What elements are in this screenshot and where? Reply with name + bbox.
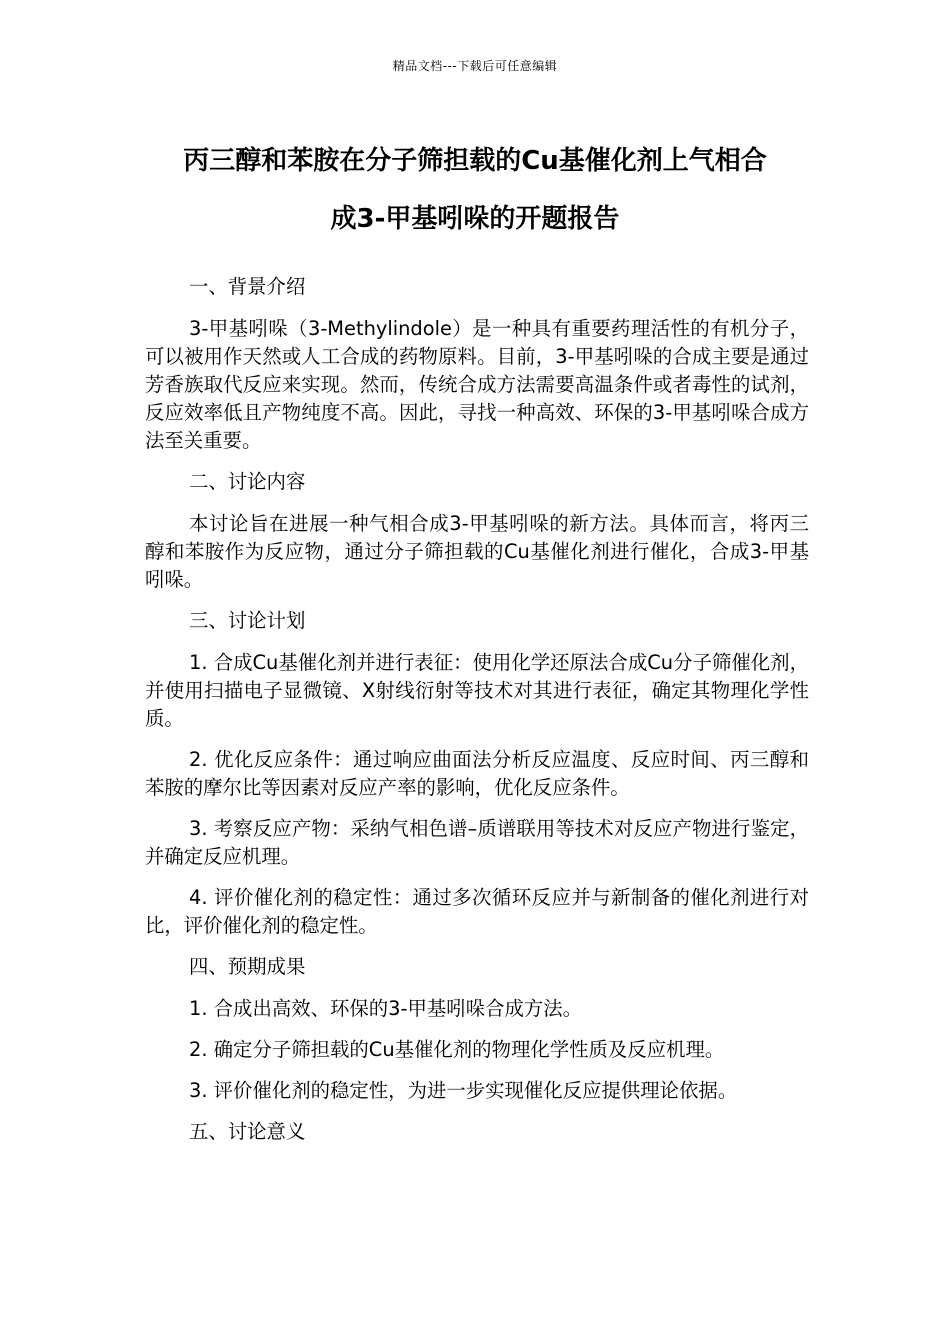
- section-heading-content: 二、讨论内容: [189, 470, 306, 493]
- section-heading-plan: 三、讨论计划: [189, 609, 306, 632]
- plan-item-2: 2. 优化反应条件：通过响应曲面法分析反应温度、反应时间、丙三醇和苯胺的摩尔比等因素对反应产率的影响，优化反应条件。: [145, 748, 809, 799]
- background-paragraph: 3-甲基吲哚（3-Methylindole）是一种具有重要药理活性的有机分子，可以被用作天然或人工合成的药物原料。目前，3-甲基吲哚的合成主要是通过芳香族取代反应来实现。然而，传统合成方法需要高温条件或者毒性的试剂，反应效率低且产物纯度不高。因此，寻找一种高效、环保的3-甲基吲哚合成方法至关重要。: [145, 317, 809, 452]
- document-body: [145, 273, 809, 1160]
- document-title: [140, 132, 810, 248]
- content-paragraph: 本讨论旨在进展一种气相合成3-甲基吲哚的新方法。具体而言，将丙三醇和苯胺作为反应物，通过分子筛担载的Cu基催化剂进行催化，合成3-甲基吲哚。: [145, 512, 809, 591]
- plan-item-3: 3. 考察反应产物：采纳气相色谱–质谱联用等技术对反应产物进行鉴定，并确定反应机理。: [145, 817, 809, 868]
- plan-item-1: 1. 合成Cu基催化剂并进行表征：使用化学还原法合成Cu分子筛催化剂，并使用扫描电子显微镜、X射线衍射等技术对其进行表征，确定其物理化学性质。: [145, 651, 809, 730]
- plan-item-4: 4. 评价催化剂的稳定性：通过多次循环反应并与新制备的催化剂进行对比，评价催化剂的稳定性。: [145, 886, 809, 937]
- results-item-3: 3. 评价催化剂的稳定性，为进一步实现催化反应提供理论依据。: [189, 1079, 738, 1102]
- title-line-2: 成3-甲基吲哚的开题报告: [330, 204, 620, 234]
- results-item-1: 1. 合成出高效、环保的3-甲基吲哚合成方法。: [189, 997, 583, 1020]
- section-heading-significance: 五、讨论意义: [189, 1120, 306, 1143]
- section-heading-background: 一、背景介绍: [189, 275, 306, 298]
- page-header: 精品文档---下载后可任意编辑: [392, 59, 558, 73]
- results-item-2: 2. 确定分子筛担载的Cu基催化剂的物理化学性质及反应机理。: [189, 1038, 725, 1061]
- section-heading-results: 四、预期成果: [189, 955, 306, 978]
- title-line-1: 丙三醇和苯胺在分子筛担载的Cu基催化剂上气相合: [183, 146, 767, 176]
